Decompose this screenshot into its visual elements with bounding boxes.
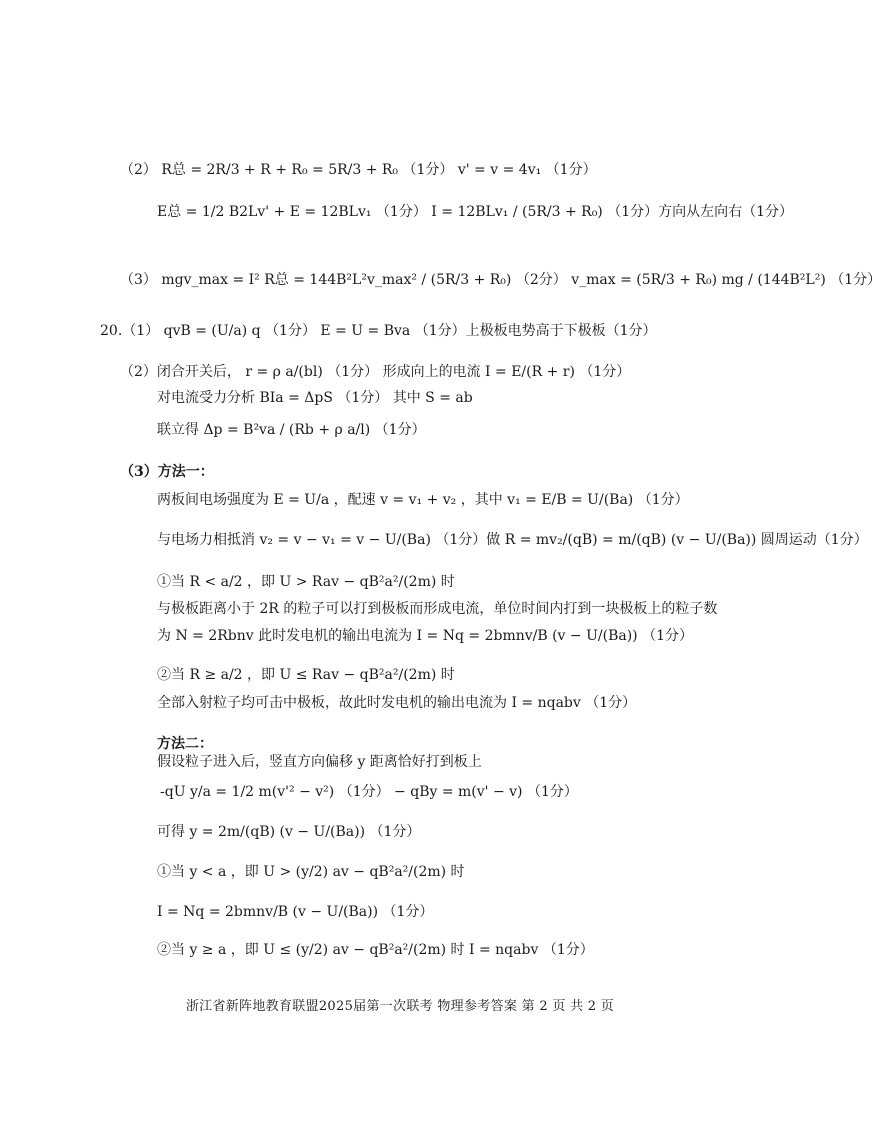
q20-part3-method1-heading: （3）方法一：	[120, 464, 214, 480]
method1-line-d: 与极板距离小于 2R 的粒子可以打到极板而形成电流，单位时间内打到一块极板上的粒子数	[157, 601, 718, 617]
method2-line-a: 假设粒子进入后，竖直方向偏移 y 距离恰好打到板上	[157, 754, 482, 770]
page-footer: 浙江省新阵地教育联盟2025届第一次联考 物理参考答案 第 2 页 共 2 页	[185, 999, 615, 1014]
q19-part3-line: （3） mgv_max = I² R总 = 144B²L²v_max² / (5R/3 + R₀) （2分） v_max = (5R/3 + R₀) mg / (144B²L²) （1分）	[120, 272, 881, 288]
method1-line-g: 全部入射粒子均可击中极板，故此时发电机的输出电流为 I = nqabv （1分）	[157, 695, 637, 711]
q19-part2-current-line: E总 = 1/2 B2Lv' + E = 12BLv₁ （1分） I = 12BLv₁ / (5R/3 + R₀) （1分）方向从左向右（1分）	[157, 204, 794, 220]
method2-line-b: -qU y/a = 1/2 m(v'² − v²) （1分） − qBy = m(v' − v) （1分）	[160, 784, 578, 800]
method2-line-c: 可得 y = 2m/(qB) (v − U/(Ba)) （1分）	[157, 824, 421, 840]
method2-heading: 方法二：	[157, 736, 213, 752]
method1-line-c: ①当 R < a/2 ，即 U > Rav − qB²a²/(2m) 时	[157, 574, 455, 590]
method1-line-f: ②当 R ≥ a/2 ，即 U ≤ Rav − qB²a²/(2m) 时	[157, 667, 455, 683]
q20-part2-line-c: 联立得 Δp = B²va / (Rb + ρ a/l) （1分）	[157, 422, 426, 438]
method2-line-f: ②当 y ≥ a ，即 U ≤ (y/2) av − qB²a²/(2m) 时 I = nqabv （1分）	[157, 942, 594, 958]
method2-line-e: I = Nq = 2bmnv/B (v − U/(Ba)) （1分）	[157, 904, 434, 920]
q19-part2-resistance-line: （2） R总 = 2R/3 + R + R₀ = 5R/3 + R₀ （1分） v' = v = 4v₁ （1分）	[120, 162, 597, 178]
method2-line-d: ①当 y < a ，即 U > (y/2) av − qB²a²/(2m) 时	[157, 864, 465, 880]
method1-line-b: 与电场力相抵消 v₂ = v − v₁ = v − U/(Ba) （1分）做 R = mv₂/(qB) = m/(qB) (v − U/(Ba)) 圆周运动（1分）	[157, 532, 868, 548]
q20-part2-line-b: 对电流受力分析 BIa = ΔpS （1分） 其中 S = ab	[157, 390, 473, 406]
q20-part2-line-a: （2）闭合开关后， r = ρ a/(bl) （1分） 形成向上的电流 I = E/(R + r) （1分）	[120, 364, 631, 380]
method1-line-e: 为 N = 2Rbnv 此时发电机的输出电流为 I = Nq = 2bmnv/B (v − U/(Ba)) （1分）	[157, 628, 693, 644]
method1-line-a: 两板间电场强度为 E = U/a ，配速 v = v₁ + v₂ ，其中 v₁ = E/B = U/(Ba) （1分）	[157, 492, 689, 508]
q20-part1-line: 20.（1） qvB = (U/a) q （1分） E = U = Bva （1分）上极板电势高于下极板（1分）	[100, 323, 657, 339]
